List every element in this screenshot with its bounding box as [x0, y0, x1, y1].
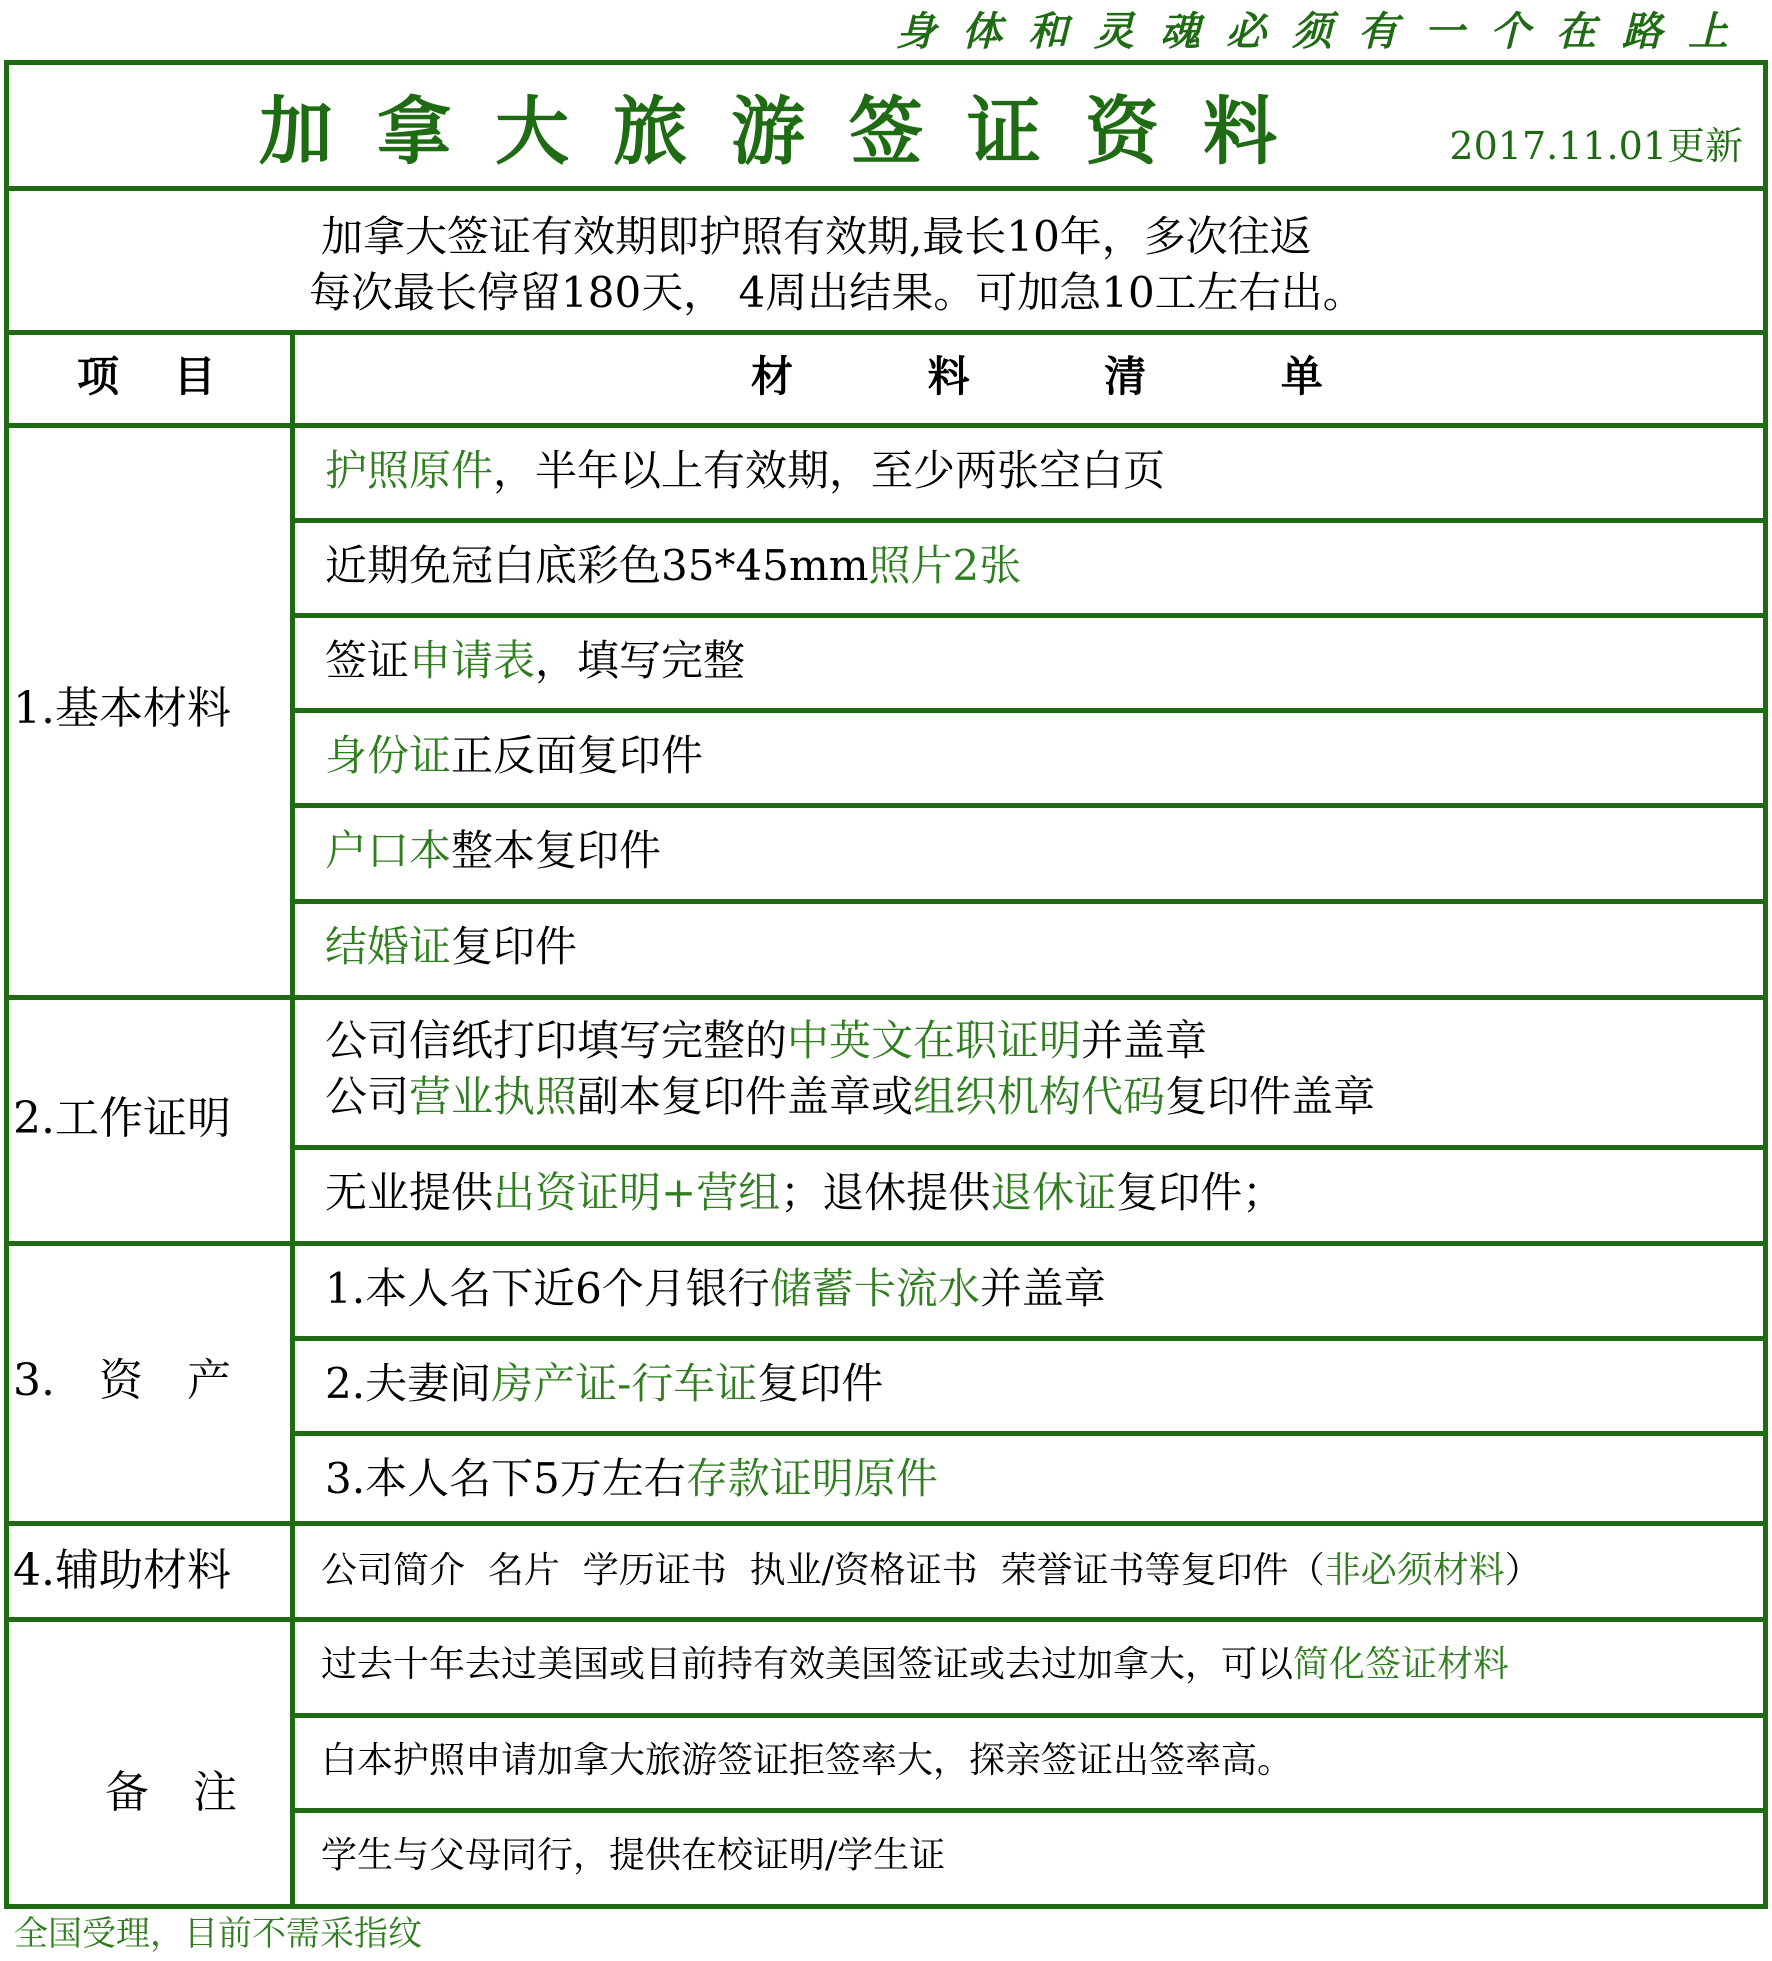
footer-note: 全国受理，目前不需采指纹: [14, 1914, 422, 1954]
divider: [295, 1808, 1763, 1813]
list-item: 身份证正反面复印件: [325, 731, 704, 780]
list-item: 公司简介 名片 学历证书 执业/资格证书 荣誉证书等复印件（非必须材料）: [321, 1550, 1541, 1591]
category-basic: 1.基本材料: [13, 683, 231, 734]
divider: [9, 1521, 1763, 1526]
list-item: 公司信纸打印填写完整的中英文在职证明并盖章: [325, 1016, 1208, 1065]
divider: [9, 1617, 1763, 1622]
list-item: 无业提供出资证明+营组；退休提供退休证复印件；: [325, 1168, 1285, 1217]
category-notes: 备 注: [105, 1767, 237, 1818]
list-item: 2.夫妻间房产证-行车证复印件: [325, 1359, 884, 1408]
list-item: 近期免冠白底彩色35*45mm照片2张: [325, 541, 1022, 590]
category-assets: 3. 资 产: [13, 1355, 231, 1406]
divider: [9, 995, 1763, 1000]
slogan: 身体和灵魂必须有一个在路上: [896, 8, 1754, 55]
column-divider: [290, 330, 295, 1909]
list-item: 过去十年去过美国或目前持有效美国签证或去过加拿大，可以简化签证材料: [321, 1644, 1510, 1685]
divider: [295, 1713, 1763, 1718]
list-item: 公司营业执照副本复印件盖章或组织机构代码复印件盖章: [325, 1072, 1376, 1121]
update-date: 2017.11.01更新: [1449, 124, 1743, 168]
list-item: 学生与父母同行，提供在校证明/学生证: [321, 1835, 946, 1876]
list-item: 护照原件，半年以上有效期，至少两张空白页: [325, 446, 1166, 495]
divider: [295, 518, 1763, 523]
list-item: 1.本人名下近6个月银行储蓄卡流水并盖章: [325, 1264, 1106, 1313]
list-item: 签证申请表，填写完整: [325, 636, 746, 685]
divider: [9, 1241, 1763, 1246]
divider: [9, 330, 1763, 335]
divider: [295, 899, 1763, 904]
divider: [295, 1145, 1763, 1150]
list-item: 户口本整本复印件: [325, 826, 662, 875]
divider: [9, 186, 1763, 191]
header-item: 项 目: [77, 352, 216, 401]
list-item: 3.本人名下5万左右存款证明原件: [325, 1454, 938, 1503]
intro-line-2: 每次最长停留180天， 4周出结果。可加急10工左右出。: [309, 268, 1365, 317]
category-work: 2.工作证明: [13, 1093, 231, 1144]
divider: [295, 708, 1763, 713]
divider: [9, 423, 1763, 428]
header-list: 材 料 清 单: [751, 352, 1323, 401]
list-item: 白本护照申请加拿大旅游签证拒签率大，探亲签证出签率高。: [321, 1740, 1294, 1781]
page-title: 加拿大旅游签证资料: [259, 89, 1321, 175]
category-aux: 4.辅助材料: [13, 1545, 231, 1596]
list-item: 结婚证复印件: [325, 922, 578, 971]
visa-table: [4, 60, 1768, 1909]
divider: [295, 1336, 1763, 1341]
intro-line-1: 加拿大签证有效期即护照有效期,最长10年，多次往返: [321, 212, 1312, 261]
divider: [295, 1431, 1763, 1436]
divider: [295, 613, 1763, 618]
divider: [295, 803, 1763, 808]
